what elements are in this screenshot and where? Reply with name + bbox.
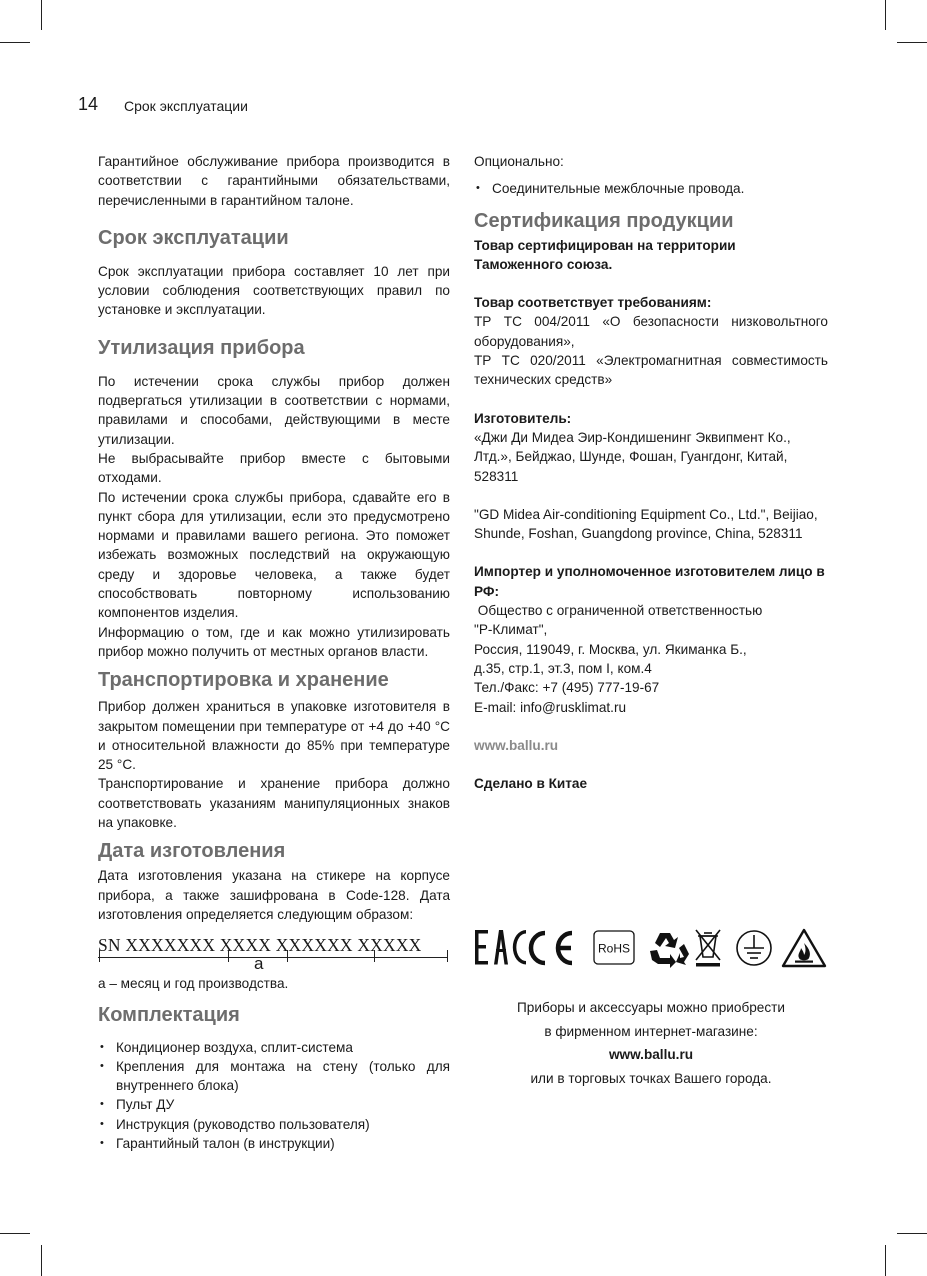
crop-mark [0,1233,30,1234]
section-heading: Комплектация [98,1003,240,1026]
paragraph: Транспортирование и хранение прибора должно соответствовать указаниям манипуляционных знаков на упаковке. [98,776,450,831]
made-in-label: Сделано в Китае [474,776,588,792]
svg-text:RoHS: RoHS [597,941,631,956]
importer-title: Импортер и уполномоченное изготовителем лицо в РФ: [474,564,825,599]
left-column [98,152,450,1153]
importer-line: "Р-Климат", [474,622,548,638]
paragraph: Не выбрасывайте прибор вместе с бытовыми отходами. [98,450,450,486]
importer-email: E-mail: info@rusklimat.ru [474,699,627,715]
list-item: • Соединительные межблочные провода. [474,179,828,198]
crop-mark [885,0,886,30]
section-heading: Сертификация продукции [474,209,734,232]
flammable-warning-icon [783,930,825,966]
store-link[interactable]: www.ballu.ru [608,1047,694,1062]
paragraph: Дата изготовления указана на стикере на корпусе прибора, а также зашифрована в Code-128. Дата изготовления определяется следующим образом: [98,868,450,922]
kit-list [98,1038,450,1154]
cert-line: ТР ТС 020/2011 «Электромагнитная совместимость технических средств» [474,353,828,388]
section-heading: Срок эксплуатации [98,226,289,249]
serial-underline [98,957,448,958]
crop-mark [41,1245,42,1276]
serial-divider [287,950,288,962]
rohs-icon [594,931,634,964]
paragraph: Прибор должен храниться в упаковке изготовителя в закрытом помещении при температуре от +4 до +40 °С и относительной влажности до 85% при температуре 25 °С. [98,699,450,773]
page-number: 14 [78,94,99,114]
crop-mark [885,1245,886,1276]
purchase-line: или в торговых точках Вашего города. [530,1070,772,1086]
cert-line: ТР ТС 004/2011 «О безопасности низковольтного оборудования», [474,314,828,349]
serial-divider [228,950,229,962]
crop-mark [897,42,927,43]
paragraph: Информацию о том, где и как можно утилизировать прибор можно получить от местных органов власти. [98,624,450,659]
serial-number-diagram [98,935,450,974]
crop-mark [41,0,42,30]
list-item: • Гарантийный талон (в инструкции) [98,1134,450,1153]
serial-divider [99,950,100,962]
serial-marker: a [254,954,264,974]
certification-logos [474,926,828,970]
ce-mark-icon [531,933,572,963]
crop-mark [0,42,30,43]
list-item: • Крепления для монтажа на стену (только для внутреннего блока) [98,1057,450,1096]
paragraph: По истечении срока службы прибора, сдавайте его в пункт сбора для утилизации, если это предусмотрено нормами и правилами вашего региона. Это поможет избежать возможных последствий на окружающую среду и здоровье человека, а также будет способствовать повторному использованию компонентов изделия. [98,489,450,621]
recycle-icon [650,933,689,968]
cert-statement: Товар сертифицирован на территории Таможенного союза. [474,237,736,272]
warranty-paragraph: Гарантийное обслуживание прибора производится в соответствии с гарантийными обязательствами, перечисленными в гарантийном талоне. [98,154,450,208]
running-title: Срок эксплуатации [124,98,248,114]
paragraph: По истечении срока службы прибор должен подвергаться утилизации в соответствии с нормами, правилами и способами, действующими в месте утилизации. [98,373,450,447]
ground-icon [737,931,771,965]
purchase-line: Приборы и аксессуары можно приобрести [517,1000,785,1015]
serial-number-code: SN XXXXXXX XXXX XXXXXX XXXXX [98,935,422,956]
purchase-info [474,996,828,1090]
section-heading: Транспортировка и хранение [98,669,389,692]
importer-line: Тел./Факс: +7 (495) 777-19-67 [474,680,660,696]
manufacturer-ru: «Джи Ди Мидеа Эир-Кондишенинг Эквипмент Ко., Лтд.», Бейджао, Шунде, Фошан, Гуангдонг, Китай, 528311 [474,429,791,484]
paragraph: Срок эксплуатации прибора составляет 10 лет при условии соблюдения соответствующих правил по установке и эксплуатации. [98,263,450,318]
manufacturer-en: "GD Midea Air-conditioning Equipment Co., Ltd.", Beijiao, Shunde, Foshan, Guangdong province, China, 528311 [474,506,818,542]
importer-line: Россия, 119049, г. Москва, ул. Якиманка Б., [474,641,747,657]
eac-mark-icon [475,930,526,965]
list-item: • Инструкция (руководство пользователя) [98,1115,450,1134]
section-heading: Дата изготовления [98,840,286,863]
purchase-line: в фирменном интернет-магазине: [544,1023,758,1039]
crop-mark [897,1233,927,1234]
website-link[interactable]: www.ballu.ru [474,737,559,753]
paragraph: а – месяц и год производства. [98,976,289,992]
logos-svg [474,926,828,970]
importer-line: д.35, стр.1, эт.3, пом I, ком.4 [474,660,652,676]
serial-divider [374,950,375,962]
cert-requirements-title: Товар соответствует требованиям: [474,295,712,311]
list-item: • Пульт ДУ [98,1095,450,1114]
manufacturer-title: Изготовитель: [474,410,572,426]
importer-line: Общество с ограниченной ответственностью [474,603,763,619]
optional-label: Опционально: [474,154,564,169]
serial-divider [447,950,448,962]
crossed-bin-icon [696,930,720,967]
list-item: • Кондиционер воздуха, сплит-система [98,1038,450,1057]
section-heading: Утилизация прибора [98,336,305,359]
optional-list [474,179,828,198]
right-column [474,152,828,793]
